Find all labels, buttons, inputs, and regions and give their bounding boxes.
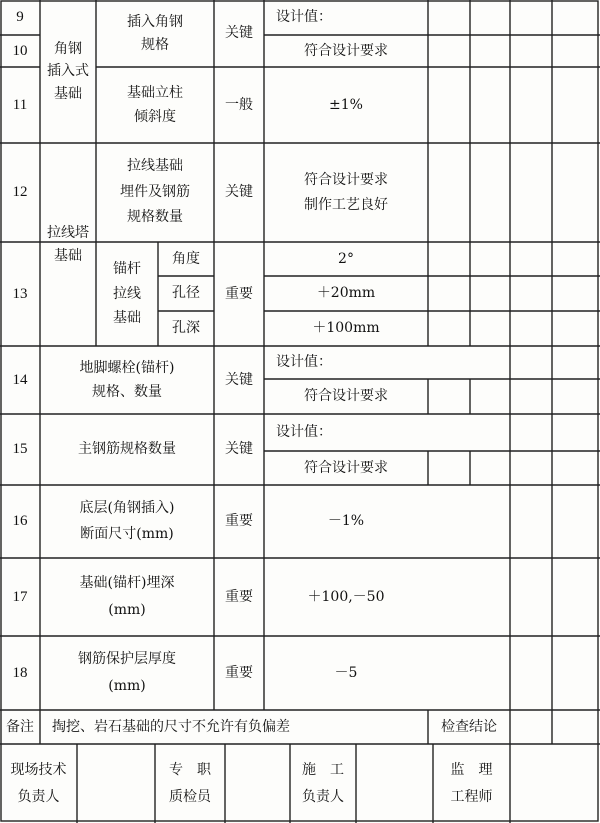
- item-name: 插入角钢 规格: [127, 14, 183, 53]
- item-name: 锚杆 拉线 基础: [113, 261, 141, 327]
- row-number: 13: [12, 285, 28, 302]
- item-type: 重要: [225, 588, 253, 605]
- item-name: 拉线基础 埋件及钢筋 规格数量: [120, 157, 190, 226]
- row-number: 10: [12, 42, 28, 59]
- supervisor-label: 监 理 工程师: [450, 761, 493, 805]
- item-name: 主钢筋规格数量: [78, 441, 176, 458]
- tech-lead-label: 现场技术 负责人: [10, 761, 67, 805]
- qc-inspector-label: 专 职 质检员: [169, 761, 211, 805]
- sub-item-label: 角度: [172, 250, 200, 267]
- item-name: 底层(角钢插入) 断面尺寸(mm): [79, 499, 175, 542]
- tech-lead-signature-field[interactable]: [77, 744, 155, 823]
- item-type: 重要: [225, 285, 253, 302]
- design-value: 设计值：: [276, 424, 332, 441]
- row-number: 12: [12, 184, 28, 201]
- design-value: ±1%: [329, 96, 363, 113]
- row-number: 11: [12, 96, 28, 113]
- item-name: 地脚螺栓(锚杆) 规格、数量: [79, 359, 175, 400]
- row-number: 15: [12, 441, 28, 458]
- row-number: 16: [12, 513, 28, 530]
- row-number: 9: [16, 9, 24, 26]
- item-type: 关键: [225, 25, 253, 42]
- qc-inspector-signature-field[interactable]: [225, 744, 290, 823]
- design-value: 设计值：: [276, 9, 332, 26]
- design-value: －5: [334, 664, 358, 681]
- item-type: 重要: [225, 664, 253, 681]
- design-value: 设计值：: [276, 354, 332, 371]
- design-value: ＋20mm: [316, 285, 376, 302]
- item-type: 关键: [225, 441, 253, 458]
- design-value: 符合设计要求: [304, 42, 388, 59]
- item-type: 关键: [225, 184, 253, 201]
- design-value: 符合设计要求 制作工艺良好: [304, 172, 388, 213]
- group-label-angle-steel: 角钢 插入式 基础: [47, 40, 89, 102]
- item-name: 钢筋保护层厚度 (mm): [78, 651, 176, 694]
- item-type: 关键: [225, 371, 253, 388]
- item-type: 一般: [225, 96, 253, 113]
- conclusion-label: 检查结论: [441, 718, 497, 735]
- row-number: 14: [12, 371, 28, 388]
- design-value: －1%: [327, 513, 365, 530]
- design-value: 2°: [338, 250, 354, 267]
- design-value: ＋100,－50: [307, 588, 385, 605]
- row-number: 18: [12, 664, 28, 681]
- row-number: 17: [12, 588, 28, 605]
- item-name: 基础(锚杆)埋深 (mm): [79, 575, 175, 618]
- remark-text: 掏挖、岩石基础的尺寸不允许有负偏差: [52, 718, 290, 735]
- design-value: 符合设计要求: [304, 459, 388, 476]
- sub-item-label: 孔径: [172, 285, 200, 302]
- supervisor-signature-field[interactable]: [510, 744, 598, 823]
- design-value: 符合设计要求: [304, 388, 388, 405]
- group-label-guy-tower: 拉线塔 基础: [47, 225, 89, 264]
- construction-lead-signature-field[interactable]: [356, 744, 433, 823]
- sub-item-label: 孔深: [172, 320, 200, 337]
- design-value: ＋100mm: [312, 320, 380, 337]
- item-type: 重要: [225, 513, 253, 530]
- construction-lead-label: 施 工 负责人: [302, 761, 344, 805]
- remark-label: 备注: [6, 718, 34, 735]
- item-name: 基础立柱 倾斜度: [127, 84, 183, 125]
